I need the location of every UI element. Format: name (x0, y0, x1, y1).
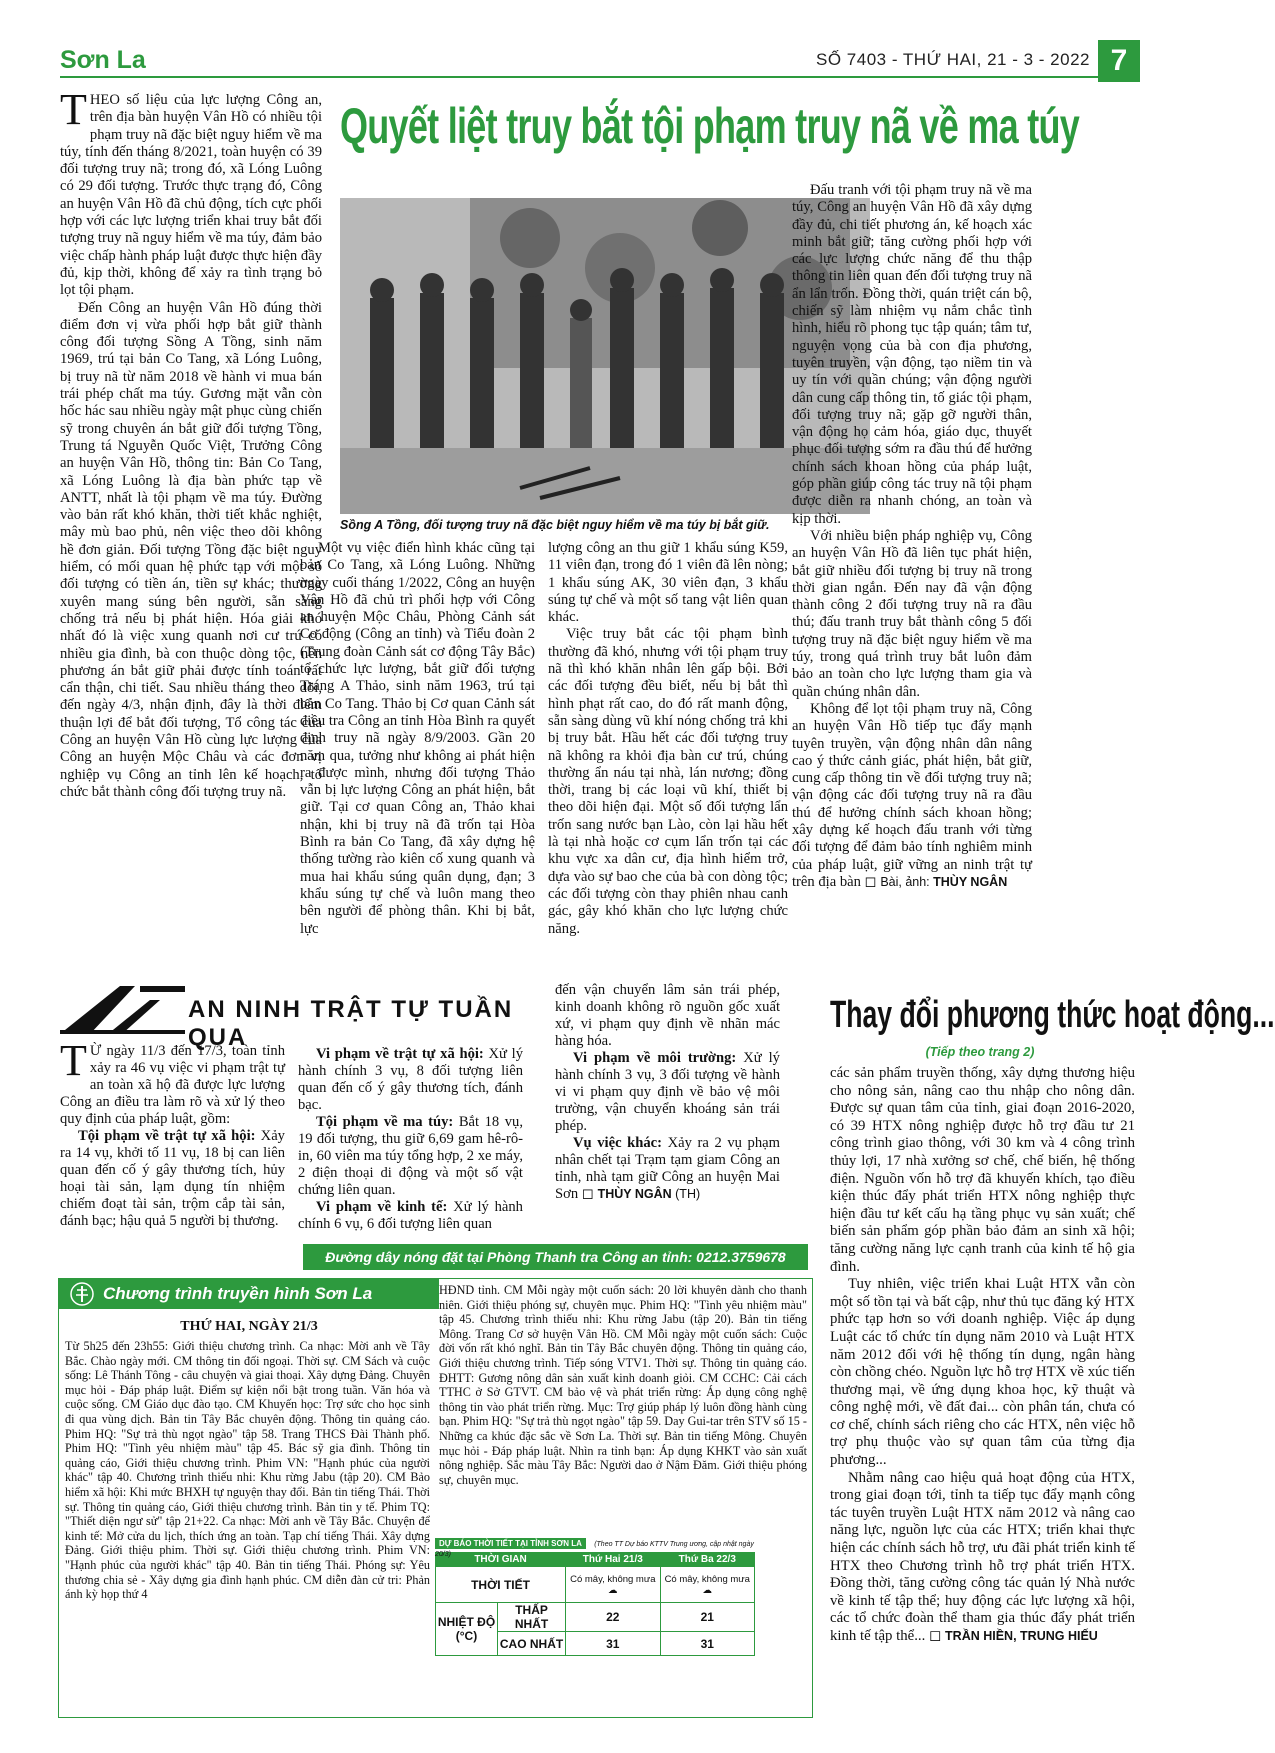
para-lead: Tội phạm về trật tự xã hội: (78, 1128, 256, 1144)
article1-col2-para: Một vụ việc điển hình khác cũng tại bản Co Tang, xã Lóng Luông. Những ngày cuối tháng 1/2022, Công an huyện Vân Hồ đã chủ trì phối hợp với Công an huyện Mộc Châu, Phòng Cảnh sát Cơ động (Công an tỉnh) và Tiểu đoàn 2 (Trung đoàn Cảnh sát cơ động Tây Bắc) tổ chức lực lượng, bắt giữ đối tượng Tráng A Thảo, sinh năm 1963, trú tại bản Co Tang. Thảo bị Cơ quan Cảnh sát điều tra Công an tỉnh Hòa Bình ra quyết định truy nã ngày 8/9/2003. Gần 20 năm qua, tưởng như không ai phát hiện ra được mình, nhưng đối tượng Thảo vẫn bị lực lượng Công an phát hiện, bắt giữ. Tại cơ quan Công an, Thảo khai nhận, khi bị truy nã đã trốn tại Hòa Bình ra bản Co Tang, đã xây dựng hệ thống tường rào kiên cố xung quanh và mua hai khẩu súng quân dụng, đạn; 3 khẩu súng tự chế và luôn mang theo bên người để phòng thân. Khi bị bắt, lực (300, 540, 535, 937)
weather-row-cond (436, 1567, 755, 1603)
weather-low-label: THẤP NHẤT (498, 1603, 566, 1632)
article1-col3-para: Việc truy bắt các tội phạm bình thường đã khó, nhưng với tội phạm truy nã thì khó khăn nhân lên gấp bội. Bởi các đối tượng đều biết, nếu bị bắt thì hình phạt rất cao, do đó rất manh động, sẵn sàng dùng vũ khí nóng chống trả khi bị truy bắt. Hầu hết các đối tượng truy nã không ra khỏi địa bàn cư trú, chúng thường ẩn náu tại nhà, lán nương; đồng thời, trang bị các loại vũ khí, thiết bị theo dõi hiện đại. Một số đối tượng lẩn trốn sang nước bạn Lào, còn lại hầu hết là tại nhà hoặc cơ cụm lẩn trốn tại các khu vực xa dân cư, địa hình hiểm trở, dựa vào sự bao che của bà con dòng tộc; các đối tượng còn thay phiên nhau canh gác, gây khó khăn cho lực lượng chức năng. (548, 626, 788, 937)
byline-label: Bài, ảnh: (880, 874, 930, 889)
byline-author: THÙY NGÂN (933, 874, 1008, 889)
weather-forecast (435, 1538, 755, 1656)
antt-para: đến vận chuyển lâm sản trái phép, kinh doanh không rõ nguồn gốc xuất xứ, vi phạm quy định về nhãn mác hàng hóa. (555, 982, 780, 1049)
weather-low1: 22 (566, 1603, 660, 1632)
para-text: Xảy ra 2 vụ phạm nhân chết tại Trạm tạm giam Công an tỉnh, nhà tạm giữ Công an huyện Mai Sơn (555, 1135, 780, 1202)
weather-high2: 31 (660, 1632, 754, 1656)
article1-headline: Quyết liệt truy bắt tội phạm truy nã về ma túy (340, 98, 1080, 154)
article1-byline (880, 875, 1007, 889)
article2-byline: TRẦN HIỀN, TRUNG HIẾU (945, 1629, 1098, 1643)
article1-col3-para: lượng công an thu giữ 1 khẩu súng K59, 11 viên đạn, trong đó 1 viên đã lên nòng; 1 khẩu súng AK, 30 viên đạn, 3 khẩu súng tự chế và một số tang vật liên quan khác. (548, 540, 788, 626)
weather-cond1 (566, 1567, 660, 1603)
dropcap: T (60, 85, 87, 134)
article2-para: Nhằm nâng cao hiệu quả hoạt động của HTX, trong giai đoạn tới, tỉnh ta tiếp tục đẩy mạnh công tác tuyên truyền Luật HTX năm 2012 và nâng cao năng lực, nguồn lực của các HTX; triển khai thực hiện các chính sách hỗ trợ, ưu đãi phát triển kinh tế HTX theo Chương trình hỗ trợ phát triển HTX. Đồng thời, tăng cường công tác quản lý Nhà nước về kinh tế tập thể; huy động các lực lượng xã hội, các tổ chức đoàn thể tham gia thúc đẩy phát triển kinh tế tập thể... ◻ TRẦN HIỀN, TRUNG HIẾU (830, 1469, 1135, 1644)
antt-logo-icon (60, 982, 190, 1038)
antt-col1 (60, 1036, 285, 1230)
article2-headline: Thay đổi phương thức hoạt động... (830, 994, 1275, 1036)
para-text: HEO số liệu của lực lượng Công an, trên địa bàn huyện Vân Hồ có nhiều tội phạm truy nã đặc biệt nguy hiểm về ma túy, tính đến tháng 8/2021, toàn huyện có 39 đối tượng truy nã; trong đó, xã Lóng Luông có 29 đối tượng. Trước thực trạng đó, Công an huyện Vân Hồ đã chủ động, tích cực phối hợp với các lực lượng triển khai truy bắt đối tượng truy nã nguy hiểm về ma túy, đảm bảo việc chấp hành pháp luật được thực hiện đầy đủ, kịp thời, không để xảy ra tình trạng bỏ lọt tội phạm. (60, 92, 322, 299)
antt-para (298, 1046, 523, 1114)
cloud-icon: ☁ (608, 1584, 618, 1596)
cond-text: Có mây, không mưa (570, 1573, 656, 1585)
tv-day: THỨ HAI, NGÀY 21/3 (180, 1319, 318, 1334)
issue-info: SỐ 7403 - THỨ HAI, 21 - 3 - 2022 (816, 50, 1090, 69)
hotline-banner: Đường dây nóng đặt tại Phòng Thanh tra Công an tỉnh: 0212.3759678 (303, 1244, 808, 1270)
weather-high-label: CAO NHẤT (498, 1632, 566, 1656)
article1-col1 (60, 85, 322, 801)
weather-day2: Thứ Ba 22/3 (660, 1553, 754, 1567)
article1-photo (340, 198, 870, 514)
antt-para (60, 1036, 285, 1128)
para-text: Không để lọt tội phạm truy nã, Công an huyện Vân Hồ tiếp tục đẩy mạnh tuyên truyền, vận động nhân dân nâng cao ý thức cảnh giác, phát hiện, bắt giữ, cung cấp thông tin về đối tượng truy nã; vận động các đối tượng truy nã ra đầu thú để hưởng chính sách khoan hồng; xây dựng kế hoạch đấu tranh với từng đối tượng để đảm bảo tính nghiêm minh của pháp luật, giữ vững an ninh trật tự trên địa bàn (792, 700, 1032, 890)
photo-caption: Sồng A Tồng, đối tượng truy nã đặc biệt nguy hiểm về ma túy bị bắt giữ. (340, 518, 770, 532)
dropcap: T (60, 1036, 87, 1085)
para-text: Xử lý hành chính 6 vụ, 6 đối tượng liên quan (298, 1199, 523, 1232)
article1-col4-para: Đấu tranh với tội phạm truy nã về ma túy, Công an huyện Vân Hồ đã xây dựng đầy đủ, chi tiết phương án, kế hoạch xác minh bắt giữ; tăng cường phối hợp với các lực lượng chức năng để thu thập thông tin liên quan đến đối tượng truy nã ẩn lẩn trốn. Đồng thời, quán triệt cán bộ, chiến sỹ làm nhiệm vụ nắm chắc tình hình, hiểu rõ phong tục tập quán; tâm tư, nguyện vọng của bà con địa phương, tuyên truyền, vận động, tạo niềm tin và uy tín với quần chúng; vận động người dân cung cấp thông tin, tố giác tội phạm, đối tượng truy nã; gặp gỡ người thân, vận động họ cảm hóa, giáo dục, thuyết phục đối tượng sớm ra đầu thú để hưởng chính sách khoan hồng của pháp luật, góp phần giúp công tác truy nã tội phạm được diễn ra nhanh chóng, an toàn và kịp thời. (792, 182, 1032, 527)
weather-source: (Theo TT Dự báo KTTV Trung ương, cập nhật ngày 20/3) (435, 1541, 754, 1558)
para-text: Xử lý hành chính 3 vụ, 3 đối tượng về hành vi vi phạm quy định về bảo vệ môi trường, vận chuyển khoáng sản trái phép. (555, 1050, 780, 1134)
article1-col4-para: Không để lọt tội phạm truy nã, Công an huyện Vân Hồ tiếp tục đẩy mạnh tuyên truyền, vận động nhân dân nâng cao ý thức cảnh giác, phát hiện, bắt giữ, cung cấp thông tin về đối tượng truy nã; vận động các đối tượng truy nã ra đầu thú để hưởng chính sách khoan hồng; xây dựng kế hoạch đấu tranh với từng đối tượng để đảm bảo tính nghiêm minh của pháp luật, giữ vững an ninh trật tự trên địa bàn ◻ Bài, ảnh: THÙY NGÂN (792, 700, 1032, 890)
article1-col4-para: Với nhiều biện pháp nghiệp vụ, Công an huyện Vân Hồ đã liên tục phát hiện, bắt giữ nhiều đối tượng bị truy nã trong thời gian ngắn. Đến nay đã vận động thành công 2 đối tượng truy nã ra đầu thú; đấu tranh truy bắt thành công 5 đối tượng truy nã đặc biệt nguy hiểm về ma túy, trong quá trình truy bắt luôn đảm bảo an toàn cho lực lượng tham gia và quần chúng nhân dân. (792, 527, 1032, 700)
antt-col3 (555, 982, 780, 1203)
tv-header (59, 1279, 439, 1309)
weather-table (435, 1552, 755, 1656)
antenna-icon (69, 1281, 95, 1307)
article1-col1-para: Đến Công an huyện Vân Hồ đúng thời điểm đơn vị vừa phối hợp bắt giữ thành công đối tượng Sồng A Tồng, sinh năm 1969, trú tại bản Co Tang, xã Lóng Luông, bị truy nã từ năm 2018 về hành vi mua bán trái phép chất ma túy. Gương mặt vẫn còn hốc hác sau nhiều ngày mật phục cùng chiến sỹ trong chuyên án bắt giữ đối tượng Tồng, Trung tá Nguyễn Quốc Việt, Trưởng Công an huyện Vân Hồ, thông tin: Bản Co Tang, xã Lóng Luông là địa bàn phức tạp về ANTT, nhất là tội phạm về ma túy. Đường vào bản rất khó khăn, thời tiết khắc nghiệt, mây mù bao phủ, nên việc theo dõi không hề đơn giản. Đối tượng Tồng đặc biệt nguy hiểm, có mối quan hệ phức tạp với một số đối tượng có tiền án, tiền sự khác; thường xuyên mang súng bên người, sẵn sàng chống trả nếu bị phát hiện. Hóa giải khó nhất đó là việc xung quanh nơi cư trú có nhiều gia đình, bà con thuộc dòng tộc, nên phương án bắt giữ phải được tính toán rất cẩn thận, chi tiết. Sau nhiều tháng theo dõi, đến ngày 4/3, nhận định, đây là thời điểm thuận lợi để bắt đối tượng, Tổ công tác của Công an huyện Vân Hồ cùng lực lượng của Công an huyện Mộc Châu và các đơn vị nghiệp vụ Công an tỉnh lên kế hoạch, tổ chức bắt thành công đối tượng truy nã. (60, 299, 322, 800)
article2-para: Tuy nhiên, việc triển khai Luật HTX vẫn còn một số tồn tại và bất cập, như thủ tục đăng ký HTX phức tạp hơn so với doanh nghiệp. Việc áp dụng Luật các tổ chức tín dụng năm 2010 và Luật HTX năm 2012 đối với hệ thống tín dụng, ngân hàng còn chồng chéo. Nguồn lực hỗ trợ HTX về xúc tiến thương mại, về ứng dụng khoa học, kỹ thuật và công nghệ mới, về đất đai... còn phân tán, chưa có cơ chế, chính sách riêng cho các HTX, nên việc hỗ trợ phụ thuộc vào sự quan tâm của từng địa phương... (830, 1276, 1135, 1469)
weather-temp-label: NHIỆT ĐỘ (°C) (436, 1603, 498, 1656)
tv-title: Chương trình truyền hình Sơn La (103, 1284, 373, 1303)
antt-banner (60, 982, 560, 1051)
para-lead: Vi phạm về môi trường: (573, 1050, 737, 1066)
antt-byline (598, 1187, 701, 1201)
article1-col4 (792, 182, 1032, 891)
byline-author: THÙY NGÂN (597, 1187, 672, 1201)
tv-col2: HĐND tỉnh. CM Mỗi ngày một cuốn sách: 20 lời khuyên dành cho thanh niên. Giới thiệu phóng sự, chuyên mục. Phim HQ: "Tình yêu nhiệm màu" tập 45. Chương trình thiếu nhi: Khu rừng Jabu (tập 20). Bản tin tiếng Mông. Trang Cơ sở huyện Vân Hồ. CM Mỗi ngày một cuốn sách: Cuộc đời vốn rất khó nghĩ. Bản tin Tây Bắc chuyên động. Thông tin quảng cáo, Giới thiệu chương trình. Tiếp sóng VTV1. Thời sự. Thông tin quảng cáo. ĐHTT: Gương nông dân sản xuất kinh doanh giỏi. CM CCHC: Cải cách TTHC ở Sở GTVT. CM bảo vệ và phát triển rừng: Áp dụng công nghệ thông tin vào phát triển rừng. Mục: Trợ giúp pháp lý luôn đồng hành cùng bạn. Phim HQ: "Sự trả thù ngọt ngào" tập 59. Day Gui-tar trên STV số 15 - Những ca khúc đặc sắc về Sơn La. Thời sự. Bản tin tiếng Mông. Chuyên mục hỏi - Đáp pháp luật. Nhìn ra tỉnh bạn: Áp dụng KHKT vào sản xuất nông nghiệp. Sắc màu Tây Bắc: Người dao ở Nậm Đăm. Giới thiệu phóng sự, chuyên mục. (439, 1283, 807, 1487)
weather-col-time: THỜI GIAN (436, 1553, 566, 1567)
article1-col2 (300, 540, 535, 938)
article1-col1-para (60, 85, 322, 300)
para-text: Xảy ra 14 vụ, khởi tố 11 vụ, 18 bị can liên quan đến cố ý gây thương tích, hủy hoại tài sản, lạm dụng tín nhiệm chiếm đoạt tài sản, trộm cắp tài sản, đánh bạc; hậu quả 5 người bị thương. (60, 1128, 285, 1229)
weather-header (435, 1538, 755, 1558)
weather-row-low (436, 1603, 755, 1632)
page-number: 7 (1098, 40, 1140, 82)
para-lead: Vi phạm về kinh tế: (316, 1199, 448, 1215)
para-text: Bắt 18 vụ, 19 đối tượng, thu giữ 6,69 gam hê-rô-in, 60 viên ma túy tổng hợp, 2 xe máy, 2 điện thoại di động và một số vật chứng liên quan. (298, 1114, 523, 1198)
article2-body (830, 1065, 1135, 1646)
antt-title: AN NINH TRẬT TỰ TUẦN QUA (188, 996, 514, 1051)
weather-low2: 21 (660, 1603, 754, 1632)
weather-row-header (436, 1553, 755, 1567)
para-lead: Vi phạm về trật tự xã hội: (316, 1046, 484, 1062)
weather-cond2 (660, 1567, 754, 1603)
para-lead: Vụ việc khác: (573, 1135, 663, 1151)
antt-col2 (298, 1046, 523, 1233)
cond-text: Có mây, không mưa (664, 1573, 750, 1585)
antt-para (298, 1114, 523, 1199)
page-header (60, 40, 1140, 80)
weather-title: DỰ BÁO THỜI TIẾT TẠI TỈNH SƠN LA (435, 1538, 586, 1549)
section-name: Sơn La (60, 46, 146, 74)
antt-para (298, 1199, 523, 1233)
weather-high1: 31 (566, 1632, 660, 1656)
tv-col1: Từ 5h25 đến 23h55: Giới thiệu chương trình. Ca nhạc: Mời anh về Tây Bắc. Chào ngày mới. CM thông tin đối ngoại. Thời sự. CM Sách và cuộc sống: Lê Thánh Tông - câu chuyện và giai thoại. Xây dựng Đảng. Chuyên mục hỏi - Đáp pháp luật. Điểm sự kiện nổi bật trong tuần. Văn hóa và cuộc sống. CM Giáo dục đào tạo. CM Khuyến học: Trợ sức cho học sinh đi qua vùng dịch. Bản tin Tây Bắc chuyên động. Thông tin quảng cáo. Phim HQ: "Sự trả thù ngọt ngào" tập 58. Trang THCS Đài Thành phố. Phim HQ: "Tình yêu nhiệm màu" tập 45. Bác sỹ gia đình. Thông tin quảng cáo, Giới thiệu chương trình. Phim VN: "Hạnh phúc của người khác" tập 40. Chương trình thiếu nhi: Khu rừng Jabu (tập 20). CM Bảo hiểm xã hội: Khi mức BHXH tự nguyện thay đổi. Bản tin tiếng Thái. Thời sự. Thông tin quảng cáo, Giới thiệu chương trình. Bản tin y tế. Phim TQ: "Thiết diện ngư sử" tập 21+22. Ca nhạc: Mời anh về Tây Bắc. Chuyện để kinh tế: Mở cửa du lịch, thích ứng an toàn. Tạp chí tiếng Thái. Xây dựng Đảng. Giới thiệu phim. Thời sự. Giới thiệu chương trình. Phim VN: "Hạnh phúc của người khác" tập 40. Bản tin tiếng Thái. Phóng sự: Yêu thương chia sẻ - Xây dựng gia đình hạnh phúc. CM diễn đàn cử tri: Phản ánh kỳ họp thứ 4 (65, 1339, 430, 1602)
antt-para: Vụ việc khác: Xảy ra 2 vụ phạm nhân chết tại Trạm tạm giam Công an tỉnh, nhà tạm giữ Công an huyện Mai Sơn ◻ THÙY NGÂN (TH) (555, 1135, 780, 1202)
cloud-icon: ☁ (702, 1584, 713, 1596)
para-text: Xử lý hành chính 3 vụ, 8 đối tượng liên quan đến cố ý gây thương tích, đánh bạc. (298, 1046, 523, 1113)
photo-illustration (340, 198, 870, 514)
weather-day1: Thứ Hai 21/3 (566, 1553, 660, 1567)
antt-para (60, 1128, 285, 1230)
weather-row-label: THỜI TIẾT (436, 1567, 566, 1603)
article2-para: các sản phẩm truyền thống, xây dựng thương hiệu cho nông sản, nâng cao thu nhập cho nông dân. Được sự quan tâm của tỉnh, giai đoạn 2016-2020, có 39 HTX nông nghiệp được hỗ trợ đầu tư 21 công trình giao thông, với 30 km và 4 công trình thủy lợi, 17 nhà xưởng sơ chế, chế biến, hệ thống điện. Nguồn vốn hỗ trợ đã khuyến khích, tạo điều kiện thúc đẩy phát triển HTX nông nghiệp thực hiện đầu tư kết cấu hạ tầng phục vụ sản xuất; chế biến sản phẩm góp phần bảo đảm an sinh xã hội; tăng cường năng lực cạnh tranh của kinh tế hộ gia đình. (830, 1065, 1135, 1275)
header-rule (60, 76, 1105, 78)
para-text: Ừ ngày 11/3 đến 17/3, toàn tỉnh xảy ra 46 vụ việc vi phạm trật tự an toàn xã hộ đã được lực lượng Công an điều tra làm rõ và xử lý theo quy định của pháp luật, gồm: (60, 1043, 285, 1127)
para-text: Nhằm nâng cao hiệu quả hoạt động của HTX, trong giai đoạn tới, tỉnh ta tiếp tục đẩy mạnh công tác tuyên truyền Luật HTX năm 2012 và nâng cao năng lực, nguồn lực của các HTX; triển khai thực hiện các chính sách hỗ trợ, ưu đãi phát triển kinh tế HTX theo Chương trình hỗ trợ phát triển HTX. Đồng thời, tăng cường công tác quản lý Nhà nước về kinh tế tập thể; huy động các lực lượng xã hội, các tổ chức đoàn thể tham gia thúc đẩy phát triển kinh tế tập thể... (830, 1469, 1135, 1644)
antt-para (555, 1050, 780, 1135)
article1-col3 (548, 540, 788, 938)
byline-suffix: (TH) (675, 1187, 701, 1201)
article2-continued: (Tiếp theo trang 2) (925, 1045, 1035, 1059)
para-lead: Tội phạm về ma túy: (316, 1114, 454, 1130)
